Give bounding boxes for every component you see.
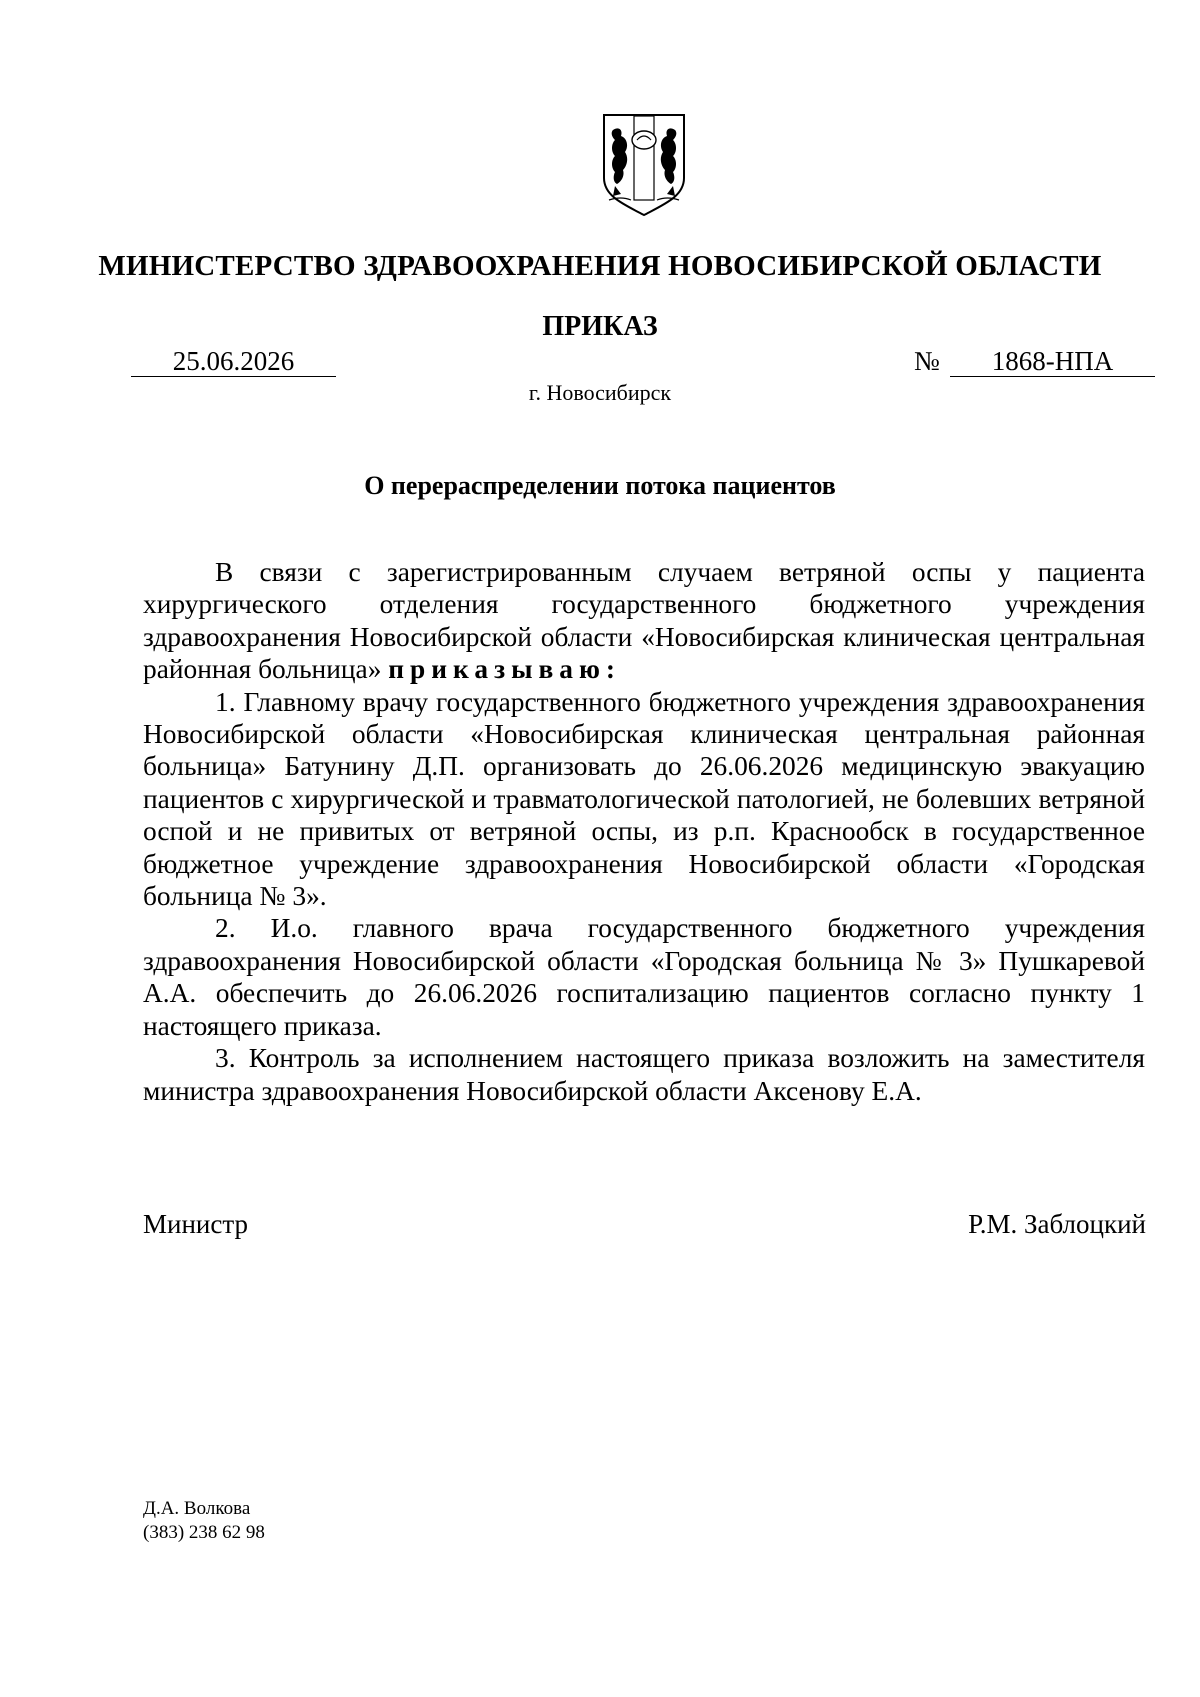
- signature-name: Р.М. Заблоцкий: [968, 1209, 1146, 1239]
- order-item-2: 2. И.о. главного врача государственного бюджетного учреждения здравоохранения Новосибирской области «Городская больница № 3» Пушкаревой А.А. обеспечить до 26.06.2026 госпитализацию пациентов согласно пункту 1 настоящего приказа.: [143, 913, 1145, 1041]
- coat-of-arms-icon: [601, 112, 687, 218]
- order-number: 1868-НПА: [950, 346, 1155, 377]
- preamble-text: В связи с зарегистрированным случаем ветряной оспы у пациента хирургического отделения государственного бюджетного учреждения здравоохранения Новосибирской области «Новосибирская клиническая центральная районная больница»: [143, 557, 1145, 685]
- order-body: [143, 556, 1145, 1107]
- order-item-1: 1. Главному врачу государственного бюджетного учреждения здравоохранения Новосибирской области «Новосибирская клиническая центральная районная больница» Батунину Д.П. организовать до 26.06.2026 медицинскую эвакуацию пациентов с хирургической и травматологической патологией, не болевших ветряной оспой и не привитых от ветряной оспы, из р.п. Краснообск в государственное бюджетное учреждение здравоохранения Новосибирской области «Городская больница № 3».: [143, 686, 1145, 912]
- order-item-3: 3. Контроль за исполнением настоящего приказа возложить на заместителя министра здравоохранения Новосибирской области Аксенову Е.А.: [143, 1043, 1145, 1106]
- order-date: 25.06.2026: [131, 346, 336, 377]
- preamble-paragraph: [143, 556, 1145, 686]
- executor-name: Д.А. Волкова: [143, 1498, 251, 1519]
- number-sign: №: [914, 346, 940, 376]
- signature-title: Министр: [143, 1209, 248, 1239]
- executor-phone: (383) 238 62 98: [143, 1522, 265, 1543]
- order-city: г. Новосибирск: [528, 380, 672, 405]
- document-type-title: ПРИКАЗ: [542, 311, 658, 342]
- order-word: приказываю:: [388, 654, 622, 685]
- executor-block: [143, 1497, 265, 1545]
- ministry-name: МИНИСТЕРСТВО ЗДРАВООХРАНЕНИЯ НОВОСИБИРСКОЙ ОБЛАСТИ: [98, 250, 1102, 282]
- order-subject: О перераспределении потока пациентов: [364, 471, 836, 500]
